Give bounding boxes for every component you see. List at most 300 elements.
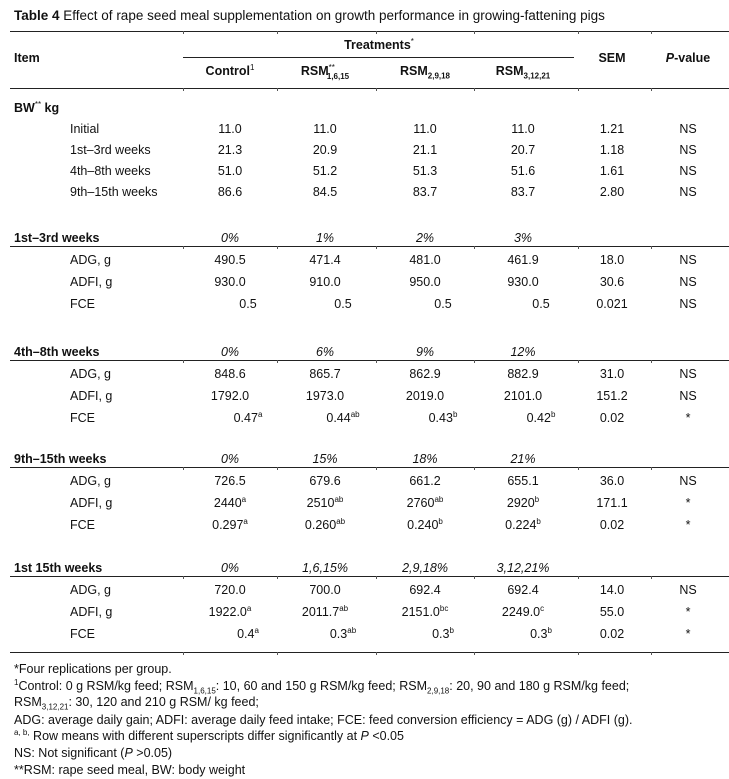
p-value: * <box>685 518 691 532</box>
value: 51.0 <box>217 164 243 178</box>
value-superscript: b <box>449 625 454 635</box>
p-value: NS <box>679 583 697 597</box>
row-item: ADFI, g <box>70 605 113 619</box>
level-percent: 0% <box>220 345 240 359</box>
section-label: 1st 15th weeks <box>14 561 103 575</box>
section-rule <box>10 360 729 361</box>
row-item: FCE <box>70 411 95 425</box>
column-tick <box>277 467 278 470</box>
section-label: BW <box>14 101 35 115</box>
column-tick <box>183 467 184 470</box>
sem-value: 171.1 <box>596 496 628 510</box>
value-cell <box>326 410 359 426</box>
sem-value: 18.0 <box>599 253 625 267</box>
column-tick <box>183 360 184 363</box>
section-header <box>14 451 106 467</box>
level-percent: 1,6,15% <box>302 561 348 575</box>
value-cell <box>209 604 252 620</box>
column-tick <box>578 652 579 655</box>
value: 0.5 <box>239 297 257 311</box>
value-cell <box>302 604 348 620</box>
p-value: NS <box>679 164 697 178</box>
value: 848.6 <box>214 367 246 381</box>
value: 0.44 <box>326 411 351 425</box>
value: 0.5 <box>334 297 352 311</box>
value-cell <box>407 517 443 533</box>
value: 692.4 <box>409 583 441 597</box>
value-cell <box>214 274 245 290</box>
value-cell <box>402 604 449 620</box>
section-header <box>14 560 102 576</box>
value: 83.7 <box>412 185 438 199</box>
row-item: ADG, g <box>70 253 111 267</box>
value: 930.0 <box>507 275 539 289</box>
sem-value: 0.02 <box>599 411 625 425</box>
value: 655.1 <box>507 474 539 488</box>
header-col-0 <box>206 63 255 79</box>
value-cell <box>334 296 351 312</box>
section-header <box>14 230 99 246</box>
column-tick <box>183 652 184 655</box>
value: 0.3 <box>530 627 548 641</box>
p-value: NS <box>679 122 697 136</box>
value: 20.9 <box>312 143 338 157</box>
column-tick <box>651 652 652 655</box>
section-label: 9th–15th weeks <box>14 452 107 466</box>
value: 51.2 <box>312 164 338 178</box>
column-tick <box>578 360 579 363</box>
value-cell <box>507 495 539 511</box>
column-tick <box>474 88 475 91</box>
top-rule <box>10 31 729 32</box>
column-tick <box>651 246 652 249</box>
row-item: ADG, g <box>70 367 111 381</box>
value-cell <box>309 582 340 598</box>
value-cell <box>507 582 538 598</box>
header-col-3 <box>496 63 550 79</box>
level-percent: 6% <box>315 345 335 359</box>
section-rule <box>10 246 729 247</box>
value: 862.9 <box>409 367 441 381</box>
value: 679.6 <box>309 474 341 488</box>
col-name: RSM <box>495 64 524 78</box>
value: 1922.0 <box>208 605 247 619</box>
value: 2151.0 <box>401 605 440 619</box>
footnote-rsm: **RSM: rape seed meal, BW: body weight <box>14 763 246 777</box>
section-label: 1st–3rd weeks <box>14 231 100 245</box>
value: 1792.0 <box>210 389 250 403</box>
value-cell <box>214 366 245 382</box>
level-percent: 12% <box>510 345 536 359</box>
row-item: FCE <box>70 297 95 311</box>
value: 0.260 <box>304 518 337 532</box>
column-tick <box>651 467 652 470</box>
value-cell <box>409 582 440 598</box>
p-value: NS <box>679 253 697 267</box>
value-superscript: a <box>257 409 263 419</box>
header-bottom-rule <box>10 88 729 89</box>
value: 0.4 <box>237 627 255 641</box>
column-tick <box>376 652 377 655</box>
row-item: 1st–3rd weeks <box>70 143 151 157</box>
sem-value: 30.6 <box>599 275 625 289</box>
value-superscript: c <box>540 603 545 613</box>
col-sup: ** <box>328 62 335 72</box>
level-percent: 9% <box>415 345 435 359</box>
value: 950.0 <box>409 275 441 289</box>
row-item: 9th–15th weeks <box>70 185 158 199</box>
value-cell <box>507 473 538 489</box>
level-percent: 21% <box>510 452 536 466</box>
column-tick <box>277 576 278 579</box>
section-header <box>14 344 99 360</box>
value: 83.7 <box>510 185 536 199</box>
value-superscript: ab <box>350 409 360 419</box>
footnote-abbreviations: ADG: average daily gain; ADFI: average daily feed intake; FCE: feed conversion efficiency = ADG (g) / ADFI (g). <box>14 713 633 727</box>
level-percent: 1% <box>315 231 335 245</box>
value-cell <box>218 163 242 179</box>
value-cell <box>413 142 437 158</box>
column-tick <box>474 246 475 249</box>
value-cell <box>511 163 535 179</box>
sem-value: 151.2 <box>596 389 628 403</box>
row-item: ADFI, g <box>70 275 113 289</box>
value: 1973.0 <box>305 389 345 403</box>
column-tick <box>376 360 377 363</box>
column-tick <box>474 576 475 579</box>
column-tick <box>651 576 652 579</box>
value-cell <box>313 163 337 179</box>
value-cell <box>309 366 340 382</box>
col-name: RSM <box>399 64 428 78</box>
header-col-2 <box>400 63 450 79</box>
header-p-value: P-value <box>665 51 711 65</box>
value: 2760 <box>406 496 435 510</box>
value-cell <box>409 252 440 268</box>
value: 86.6 <box>217 185 243 199</box>
footnote-treatments: $^1$Control: 0 g RSM/kg feed; $RSM_{1,6,15}$: 10, 60 and 150 g RSM/kg feed; $RSM_{2,9,18}$: 20, 90 and 180 g RSM/kg feed; <box>14 677 630 696</box>
sem-value: 1.18 <box>599 143 625 157</box>
value: 11.0 <box>511 122 535 136</box>
footnote-superscripts: $^{a, b,}$ Row means with different superscripts differ significantly at P <0.05 <box>14 727 404 743</box>
column-tick <box>651 88 652 91</box>
value-superscript: a <box>243 516 248 526</box>
value-cell <box>527 410 556 426</box>
value: 0.42 <box>526 411 551 425</box>
column-tick <box>474 360 475 363</box>
column-tick <box>277 246 278 249</box>
value: 2249.0 <box>501 605 541 619</box>
value-cell <box>413 184 437 200</box>
value-cell <box>218 121 241 137</box>
column-tick <box>183 31 184 34</box>
footnote-replications: *Four replications per group. <box>14 662 172 676</box>
header-col-1 <box>301 63 349 79</box>
p-value: * <box>685 605 691 619</box>
value-cell <box>505 517 541 533</box>
value-cell <box>434 296 451 312</box>
column-tick <box>183 246 184 249</box>
table-caption: Effect of rape seed meal supplementation on growth performance in growing-fattening pigs <box>59 8 605 23</box>
sem-value: 55.0 <box>599 605 625 619</box>
value-cell <box>409 473 440 489</box>
col-name: Control <box>205 64 250 78</box>
value-cell <box>406 388 444 404</box>
row-item: ADFI, g <box>70 389 113 403</box>
treatments-rule <box>183 57 574 58</box>
sem-value: 36.0 <box>599 474 625 488</box>
value: 0.5 <box>434 297 452 311</box>
value: 910.0 <box>309 275 341 289</box>
column-tick <box>578 576 579 579</box>
value: 0.5 <box>532 297 550 311</box>
level-percent: 0% <box>220 561 240 575</box>
value-cell <box>309 274 340 290</box>
value-cell <box>511 142 535 158</box>
col-name: RSM <box>300 64 329 78</box>
value: 21.3 <box>217 143 243 157</box>
value: 720.0 <box>214 583 246 597</box>
value: 461.9 <box>507 253 539 267</box>
value: 0.297 <box>212 518 244 532</box>
section-label-unit: kg <box>41 101 60 115</box>
value-superscript: b <box>534 494 540 504</box>
value-superscript: a <box>241 494 247 504</box>
column-tick <box>277 652 278 655</box>
value-superscript: ab <box>347 625 357 635</box>
section-label: 4th–8th weeks <box>14 345 100 359</box>
level-percent: 0% <box>220 231 240 245</box>
value-superscript: ab <box>339 603 349 613</box>
value-cell <box>218 184 242 200</box>
value: 726.5 <box>214 474 246 488</box>
value-cell <box>530 626 552 642</box>
footnote-treatments-cont: $RSM_{3,12,21}$: 30, 120 and 210 g RSM/ kg feed; <box>14 695 259 712</box>
sem-value: 1.61 <box>599 164 625 178</box>
row-item: ADG, g <box>70 474 111 488</box>
value-superscript: ab <box>336 516 346 526</box>
p-value: NS <box>679 275 697 289</box>
value-cell <box>504 388 542 404</box>
value-cell <box>413 121 436 137</box>
value-cell <box>429 410 458 426</box>
value: 0.3 <box>329 627 348 641</box>
value-cell <box>237 626 259 642</box>
value: 51.6 <box>510 164 536 178</box>
table-title <box>14 8 605 24</box>
sem-value: 0.02 <box>599 627 625 641</box>
value: 490.5 <box>214 253 246 267</box>
value-cell <box>212 517 248 533</box>
sem-value: 1.21 <box>599 122 625 136</box>
value: 21.1 <box>412 143 438 157</box>
level-percent: 18% <box>412 452 438 466</box>
p-value: NS <box>679 185 697 199</box>
value: 930.0 <box>214 275 246 289</box>
column-tick <box>578 246 579 249</box>
value: 471.4 <box>309 253 341 267</box>
section-header <box>14 100 59 116</box>
p-value: NS <box>679 367 697 381</box>
column-tick <box>578 88 579 91</box>
level-percent: 3% <box>513 231 533 245</box>
column-tick <box>376 576 377 579</box>
value-cell <box>309 473 340 489</box>
p-value: * <box>685 411 691 425</box>
column-tick <box>651 360 652 363</box>
value-superscript: b <box>452 409 458 419</box>
value-cell <box>511 184 535 200</box>
value-cell <box>409 366 440 382</box>
level-percent: 2,9,18% <box>402 561 448 575</box>
col-sub: 1,6,15 <box>326 71 350 81</box>
section-rule <box>10 576 729 577</box>
value-cell <box>413 163 437 179</box>
value-cell <box>407 495 444 511</box>
row-item: ADFI, g <box>70 496 113 510</box>
column-tick <box>183 576 184 579</box>
value: 0.47 <box>233 411 258 425</box>
value-superscript: b <box>438 516 443 526</box>
value-cell <box>532 296 549 312</box>
table-number: Table 4 <box>14 8 60 23</box>
value-cell <box>330 626 356 642</box>
sem-value: 0.02 <box>599 518 625 532</box>
column-tick <box>277 31 278 34</box>
column-tick <box>376 467 377 470</box>
column-tick <box>651 31 652 34</box>
value: 865.7 <box>309 367 341 381</box>
column-tick <box>376 88 377 91</box>
value: 11.0 <box>413 122 437 136</box>
column-tick <box>183 88 184 91</box>
value: 0.3 <box>432 627 450 641</box>
value: 11.0 <box>313 122 337 136</box>
value: 2019.0 <box>405 389 445 403</box>
column-tick <box>474 467 475 470</box>
p-value: NS <box>679 389 697 403</box>
col-sub: 3,12,21 <box>523 71 551 81</box>
value-superscript: bc <box>439 603 449 613</box>
value-cell <box>307 495 344 511</box>
value: 0.43 <box>428 411 453 425</box>
value-cell <box>218 142 242 158</box>
level-percent: 0% <box>220 452 240 466</box>
column-tick <box>578 467 579 470</box>
value-cell <box>309 252 340 268</box>
value-superscript: b <box>550 409 556 419</box>
value-superscript: ab <box>434 494 444 504</box>
column-tick <box>474 652 475 655</box>
value: 11.0 <box>218 122 242 136</box>
value: 2510 <box>306 496 335 510</box>
level-percent: 3,12,21% <box>496 561 550 575</box>
value-cell <box>409 274 440 290</box>
level-percent: 15% <box>312 452 338 466</box>
value-cell <box>507 252 538 268</box>
col-sup: 1 <box>249 62 255 72</box>
value-superscript: ab <box>334 494 344 504</box>
value: 2440 <box>213 496 242 510</box>
row-item: 4th–8th weeks <box>70 164 151 178</box>
value-cell <box>511 121 534 137</box>
value-cell <box>313 184 337 200</box>
value: 51.3 <box>412 164 438 178</box>
p-value: * <box>685 627 691 641</box>
value-cell <box>239 296 256 312</box>
sem-value: 2.80 <box>599 185 625 199</box>
value-cell <box>507 274 538 290</box>
value: 882.9 <box>507 367 539 381</box>
value-cell <box>502 604 544 620</box>
value-cell <box>234 410 263 426</box>
column-tick <box>578 31 579 34</box>
value: 2101.0 <box>503 389 543 403</box>
header-treatments: Treatments* <box>344 36 414 52</box>
row-item: Initial <box>70 122 100 136</box>
value: 0.240 <box>407 518 439 532</box>
header-sem: SEM <box>598 51 626 65</box>
p-value: NS <box>679 297 697 311</box>
value: 2011.7 <box>301 605 340 619</box>
p-value: * <box>685 496 691 510</box>
value-cell <box>306 388 344 404</box>
value: 0.224 <box>505 518 537 532</box>
header-item: Item <box>14 51 40 65</box>
column-tick <box>277 88 278 91</box>
sem-value: 14.0 <box>599 583 625 597</box>
section-rule <box>10 467 729 468</box>
row-item: FCE <box>70 627 95 641</box>
value-cell <box>313 121 336 137</box>
value-superscript: a <box>246 603 252 613</box>
value: 84.5 <box>312 185 338 199</box>
value-cell <box>432 626 454 642</box>
row-item: ADG, g <box>70 583 111 597</box>
row-item: FCE <box>70 518 95 532</box>
value-superscript: b <box>536 516 541 526</box>
sem-value: 31.0 <box>599 367 625 381</box>
value-cell <box>211 388 249 404</box>
value-superscript: a <box>254 625 259 635</box>
level-percent: 2% <box>415 231 435 245</box>
sem-value: 0.021 <box>596 297 628 311</box>
value: 481.0 <box>409 253 441 267</box>
column-tick <box>277 360 278 363</box>
p-value: NS <box>679 474 697 488</box>
value-cell <box>305 517 345 533</box>
value: 661.2 <box>409 474 441 488</box>
value-cell <box>214 495 246 511</box>
bottom-rule <box>10 652 729 653</box>
col-sub: 2,9,18 <box>427 71 451 81</box>
value-cell <box>214 473 245 489</box>
section-label-sup: ** <box>34 99 42 109</box>
value: 2920 <box>506 496 535 510</box>
value: 700.0 <box>309 583 341 597</box>
column-tick <box>376 31 377 34</box>
value-cell <box>313 142 337 158</box>
value: 692.4 <box>507 583 539 597</box>
column-tick <box>474 31 475 34</box>
column-tick <box>376 246 377 249</box>
p-value: NS <box>679 143 697 157</box>
value-superscript: b <box>547 625 552 635</box>
footnote-ns: NS: Not significant (P >0.05) <box>14 746 173 760</box>
value-cell <box>507 366 538 382</box>
value: 20.7 <box>510 143 536 157</box>
value-cell <box>214 252 245 268</box>
